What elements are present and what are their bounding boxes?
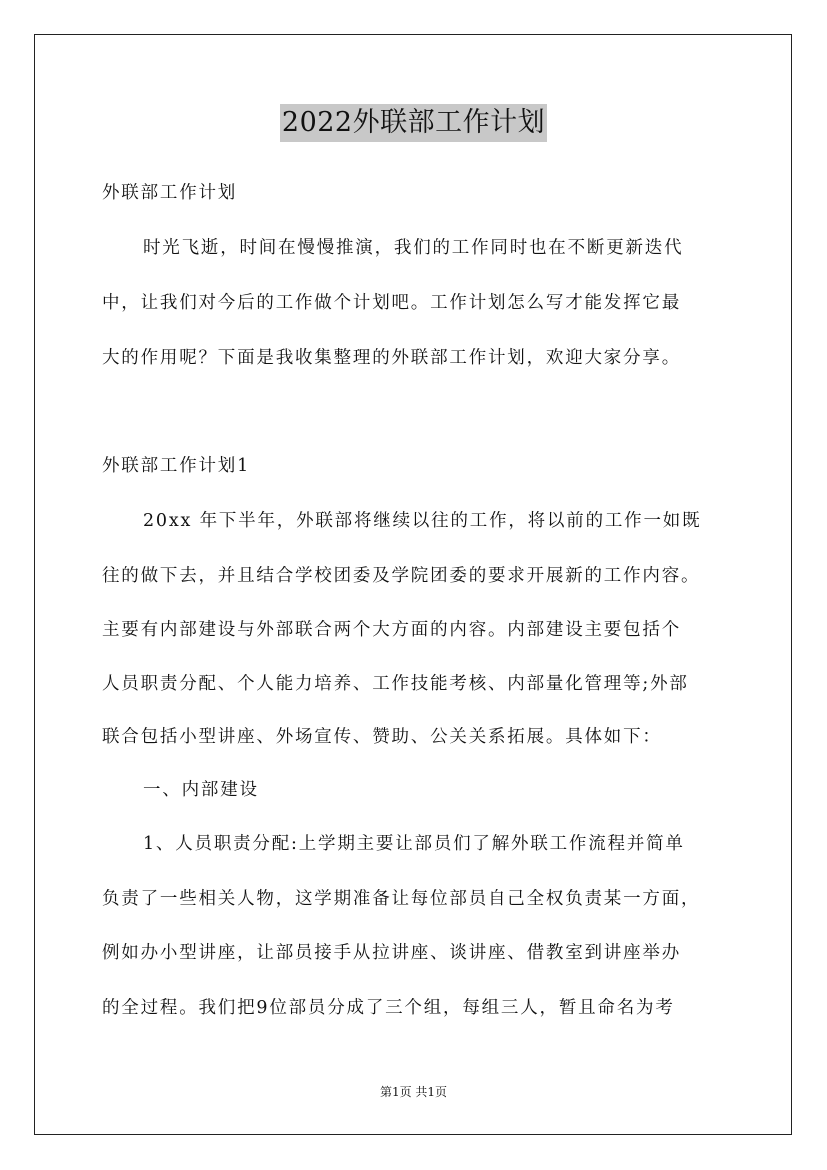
paragraph2-line-1: 1、人员职责分配:上学期主要让部员们了解外联工作流程并简单: [143, 834, 685, 854]
paragraph2-line-2: 负责了一些相关人物，这学期准备让每位部员自己全权负责某一方面，: [102, 889, 701, 909]
page-footer: 第1页 共1页: [379, 1085, 448, 1099]
paragraph1-line-1: 20xx 年下半年，外联部将继续以往的工作，将以前的工作一如既: [143, 511, 702, 531]
subheading-internal: 一、内部建设: [143, 780, 259, 800]
paragraph1-line-2: 往的做下去，并且结合学校团委及学院团委的要求开展新的工作内容。: [102, 566, 701, 586]
paragraph2-line-3: 例如办小型讲座，让部员接手从拉讲座、谈讲座、借教室到讲座举办: [102, 943, 681, 963]
document-title: 2022外联部工作计划: [280, 104, 547, 142]
section-heading: 外联部工作计划1: [102, 456, 251, 476]
title-container: [0, 104, 827, 142]
paragraph2-line-4: 的全过程。我们把9位部员分成了三个组，每组三人，暂且命名为考: [102, 998, 675, 1018]
intro-line-3: 大的作用呢？下面是我收集整理的外联部工作计划，欢迎大家分享。: [102, 348, 681, 368]
paragraph1-line-3: 主要有内部建设与外部联合两个大方面的内容。内部建设主要包括个: [102, 620, 681, 640]
paragraph1-line-4: 人员职责分配、个人能力培养、工作技能考核、内部量化管理等;外部: [102, 674, 689, 694]
subtitle: 外联部工作计划: [102, 183, 238, 203]
intro-line-1: 时光飞逝，时间在慢慢推演，我们的工作同时也在不断更新迭代: [143, 238, 684, 258]
paragraph1-line-5: 联合包括小型讲座、外场宣传、赞助、公关关系拓展。具体如下：: [102, 727, 662, 747]
intro-line-2: 中，让我们对今后的工作做个计划吧。工作计划怎么写才能发挥它最: [102, 293, 681, 313]
